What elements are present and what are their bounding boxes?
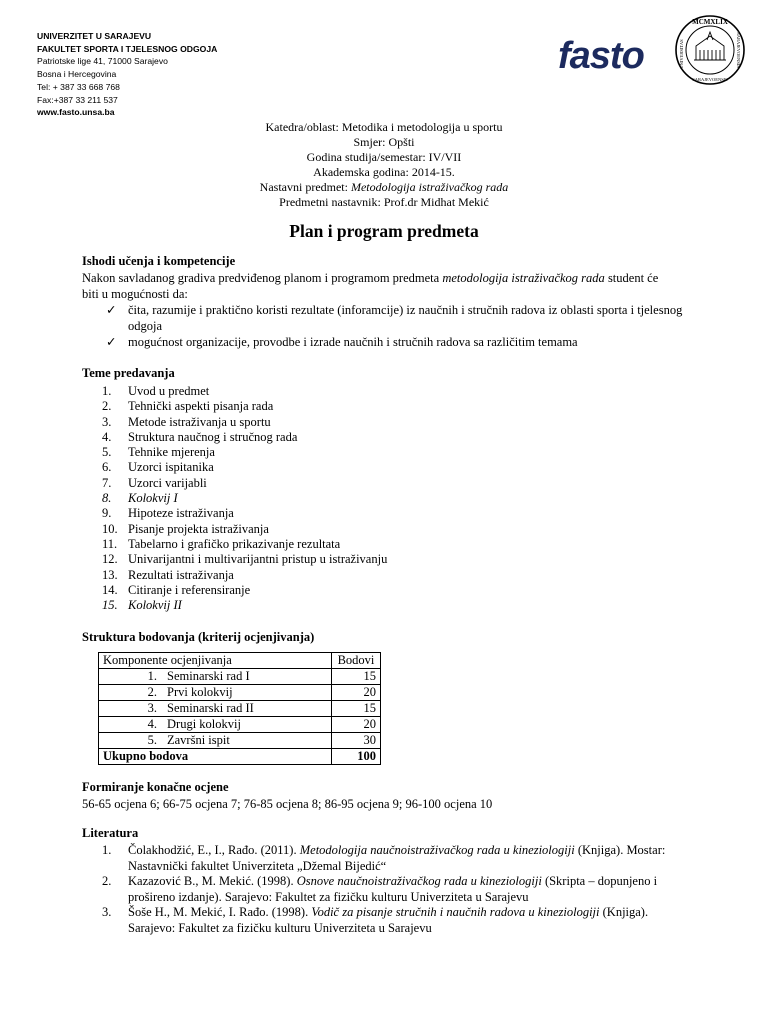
ishodi-heading: Ishodi učenja i kompetencije (82, 254, 236, 268)
ishodi-intro-c: student će biti u mogućnosti da: (82, 271, 659, 301)
page-title: Plan i program predmeta (289, 221, 479, 241)
reference-title: Vodič za pisanje stručnih i naučnih radova u kineziologiji (311, 905, 600, 919)
list-number: 9. (102, 506, 112, 521)
table-header-row (99, 653, 381, 669)
reference-publisher: (Knjiga). Mostar: Nastavnički fakultet Univerziteta „Džemal Bijedić“ (128, 843, 666, 873)
list-text: Struktura naučnog i stručnog rada (128, 429, 298, 444)
table-row (99, 669, 381, 685)
list-number: 8. (102, 491, 112, 506)
predmetni-nastavnik: Predmetni nastavnik: Prof.dr Midhat Mekić (279, 195, 489, 209)
row-points: 15 (332, 669, 381, 685)
fax: Fax:+387 33 211 537 (37, 94, 118, 105)
bodovanje-heading: Struktura bodovanja (kriterij ocjenjivanja) (82, 630, 315, 644)
table-row (99, 733, 381, 749)
list-number: 15. (102, 598, 118, 613)
outcome-text: mogućnost organizacije, provodbe i izrade naučnih i stručnih radova sa različitim temama (128, 335, 578, 349)
checkmark-icon: ✓ (106, 335, 117, 349)
reference-number: 3. (102, 905, 112, 919)
list-text: Citiranje i referensiranje (128, 582, 251, 597)
table-row (99, 701, 381, 717)
literatura-list (102, 843, 668, 936)
reference-author: Kazazović B., M. Mekić. (1998). (128, 874, 297, 888)
row-number: 5. (147, 733, 157, 747)
ishodi-intro (82, 270, 672, 302)
list-number: 6. (102, 460, 112, 475)
phone: Tel: + 387 33 668 768 (37, 81, 120, 92)
row-number: 2. (147, 685, 157, 699)
street-address: Patriotske lige 41, 71000 Sarajevo (37, 56, 168, 67)
literatura-heading: Literatura (82, 826, 139, 840)
reference-author: Čolakhodžić, E., I., Rađo. (2011). (128, 843, 300, 857)
column-header: Bodovi (332, 653, 381, 669)
reference-title: Osnove naučnoistraživačkog rada u kineziologiji (296, 874, 542, 888)
reference-publisher: (Skripta – dopunjeno i prošireno izdanje). Sarajevo: Fakultet za fizičku kulturu Univerziteta u Sarajevu (128, 874, 658, 904)
table-row (99, 685, 381, 701)
list-number: 2. (102, 399, 112, 414)
course-info (0, 120, 768, 210)
list-text: Uzorci ispitanika (128, 460, 214, 475)
list-number: 1. (102, 384, 112, 398)
ishodi-intro-a: Nakon savladanog gradiva predviđenog planom i programom predmeta (82, 271, 443, 285)
reference-number: 1. (102, 843, 112, 857)
university-seal-icon (674, 14, 746, 86)
list-text: Hipoteze istraživanja (128, 506, 234, 521)
katedra: Katedra/oblast: Metodika i metodologija u sportu (265, 120, 503, 134)
reference-number: 2. (102, 874, 112, 888)
list-number: 12. (102, 552, 118, 567)
ishodi-intro-b: metodologija istraživačkog rada (442, 271, 605, 285)
list-number: 7. (102, 475, 112, 490)
website: www.fasto.unsa.ba (37, 107, 115, 118)
list-text: Univarijantni i multivarijantni pristup u istraživanju (128, 552, 388, 567)
scoring-table (98, 652, 381, 765)
nastavni-predmet (0, 180, 768, 195)
outcome-text: čita, razumije i praktično koristi rezultate (inforamcije) iz naučnih i stručnih radova iz oblasti sporta i tjelesnog odgoja (128, 303, 683, 333)
country: Bosna i Hercegovina (37, 69, 117, 80)
column-header: Komponente ocjenjivanja (99, 653, 332, 669)
table-total-row (99, 749, 381, 765)
list-text: Tabelarno i grafičko prikazivanje rezultata (128, 536, 341, 551)
row-name: Seminarski rad I (167, 669, 250, 683)
reference-title: Metodologija naučnoistraživačkog rada u kineziologiji (299, 843, 575, 857)
reference-item (102, 843, 668, 874)
row-number: 1. (147, 669, 157, 683)
list-number: 11. (102, 536, 118, 551)
list-text: Rezultati istraživanja (128, 567, 234, 582)
ocjena-heading: Formiranje konačne ocjene (82, 780, 229, 794)
fasto-logo (556, 24, 656, 84)
seal-text-left: UNIVERSITAS (679, 39, 684, 69)
list-text: Kolokvij I (128, 491, 178, 506)
row-points: 15 (332, 701, 381, 717)
predmet-value: Metodologija istraživačkog rada (350, 180, 509, 194)
list-number: 5. (102, 445, 112, 460)
row-number: 4. (147, 717, 157, 731)
total-value: 100 (332, 749, 381, 765)
list-number: 14. (102, 582, 118, 597)
list-text: Tehnički aspekti pisanja rada (128, 399, 274, 414)
list-text: Kolokvij II (128, 598, 182, 613)
row-points: 20 (332, 717, 381, 733)
list-text: Uvod u predmet (128, 384, 210, 398)
total-label: Ukupno bodova (99, 749, 332, 765)
row-name: Seminarski rad II (167, 701, 254, 715)
ocjena-text: 56-65 ocjena 6; 66-75 ocjena 7; 76-85 ocjena 8; 86-95 ocjena 9; 96-100 ocjena 10 (82, 797, 493, 811)
list-number: 4. (102, 429, 112, 444)
reference-publisher: (Knjiga). Sarajevo: Fakultet za fizičku kulturu Univerziteta u Sarajevu (128, 905, 649, 935)
row-number: 3. (147, 701, 157, 715)
predmet-label: Nastavni predmet: (259, 180, 351, 194)
fasto-logo-text: fasto (558, 35, 644, 77)
row-points: 20 (332, 685, 381, 701)
reference-author: Šoše H., M. Mekić, I. Rađo. (1998). (128, 905, 312, 919)
university-name: UNIVERZITET U SARAJEVU (37, 31, 152, 41)
seal-text-right: SARAJEVOENSIS (736, 32, 741, 68)
row-name: Drugi kolokvij (167, 717, 241, 731)
teme-heading: Teme predavanja (82, 366, 175, 380)
table-row (99, 717, 381, 733)
row-name: Završni ispit (167, 733, 230, 747)
godina-studija: Godina studija/semestar: IV/VII (306, 150, 462, 164)
list-text: Tehnike mjerenja (128, 445, 215, 460)
list-text: Pisanje projekta istraživanja (128, 521, 269, 536)
list-text: Metode istraživanja u sportu (128, 414, 271, 429)
akademska-godina: Akademska godina: 2014-15. (313, 165, 455, 179)
smjer: Smjer: Opšti (353, 135, 415, 149)
reference-item (102, 905, 668, 936)
faculty-name: FAKULTET SPORTA I TJELESNOG ODGOJA (37, 43, 218, 54)
seal-text-bottom: SARAJEVOENSIS (692, 77, 728, 82)
row-name: Prvi kolokvij (167, 685, 233, 699)
row-points: 30 (332, 733, 381, 749)
list-number: 10. (102, 521, 118, 536)
list-text: Uzorci varijabli (128, 475, 207, 490)
reference-item (102, 874, 668, 905)
checkmark-icon: ✓ (106, 303, 117, 317)
list-number: 13. (102, 567, 118, 582)
list-number: 3. (102, 414, 112, 429)
seal-year: MCMXLIX (692, 18, 728, 26)
institution-address (37, 30, 217, 119)
